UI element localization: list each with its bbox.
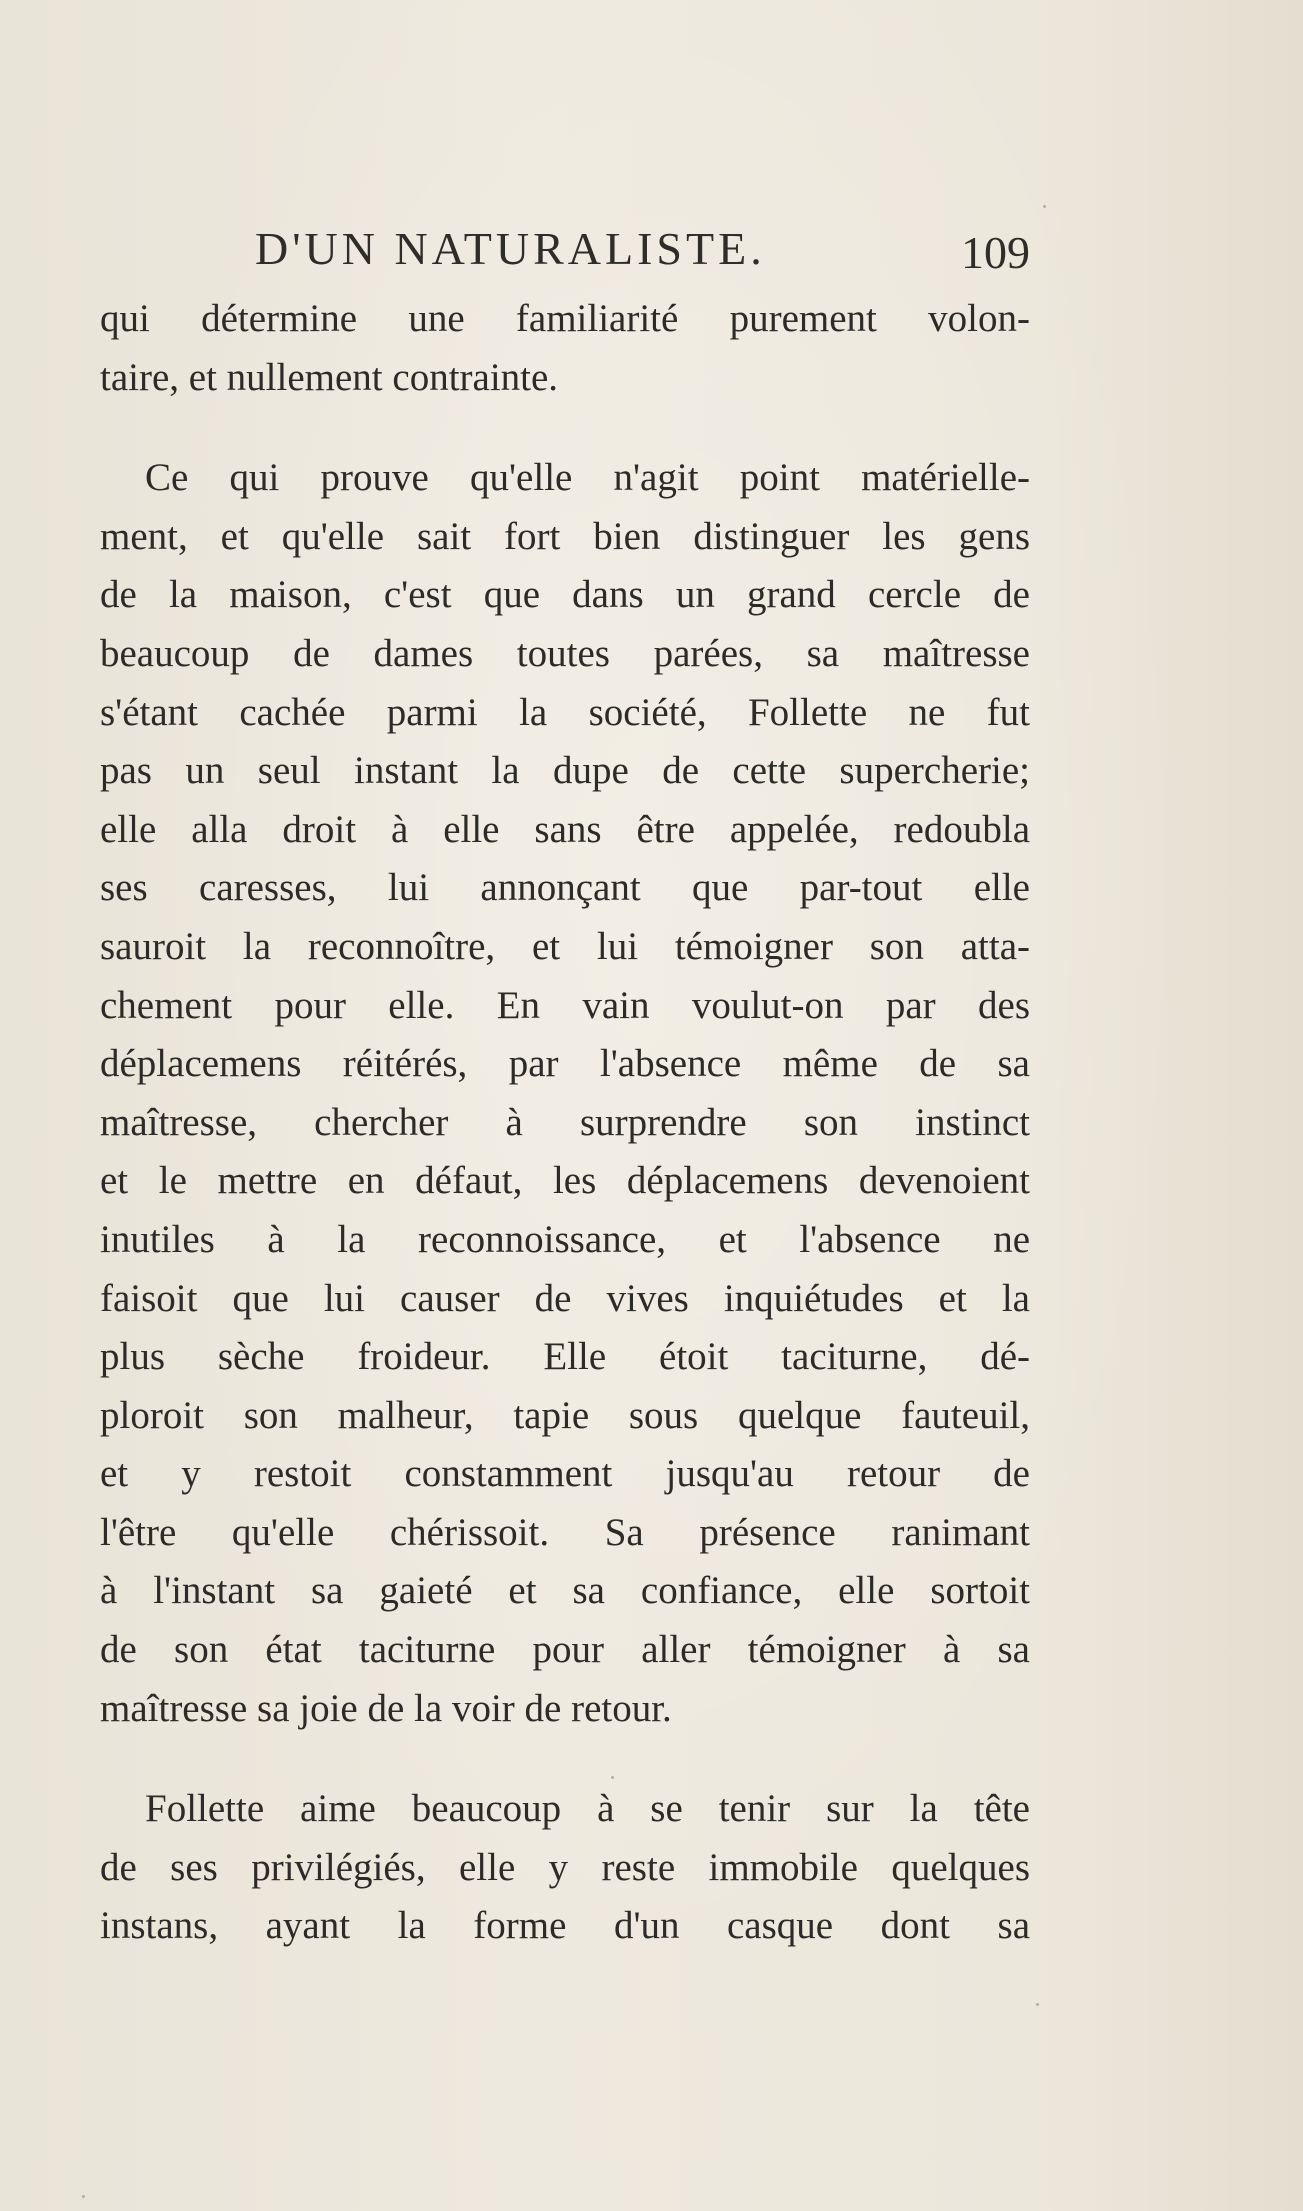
- text-line: faisoit que lui causer de vives inquiétudes et la: [100, 1276, 1030, 1320]
- text-line: plus sèche froideur. Elle étoit taciturne, dé-: [100, 1335, 1030, 1379]
- paper-speck: [1036, 2003, 1039, 2006]
- text-line: ploroit son malheur, tapie sous quelque fauteuil,: [100, 1393, 1030, 1437]
- text-line: maîtresse sa joie de la voir de retour.: [100, 1686, 672, 1730]
- text-line: inutiles à la reconnoissance, et l'absence ne: [100, 1217, 1030, 1261]
- text-line: s'étant cachée parmi la société, Follette ne fut: [100, 690, 1030, 734]
- text-line: de ses privilégiés, elle y reste immobile quelques: [100, 1845, 1030, 1889]
- page-header: [255, 222, 1030, 284]
- text-line: ses caresses, lui annonçant que par-tout elle: [100, 866, 1030, 910]
- text-line: beaucoup de dames toutes parées, sa maîtresse: [100, 631, 1030, 675]
- text-line: Ce qui prouve qu'elle n'agit point matérielle-: [145, 456, 1030, 500]
- text-line: Follette aime beaucoup à se tenir sur la tête: [145, 1787, 1030, 1831]
- text-line: et le mettre en défaut, les déplacemens devenoient: [100, 1159, 1030, 1203]
- paragraph-gap: [100, 1738, 1030, 1780]
- text-line: et y restoit constamment jusqu'au retour de: [100, 1452, 1030, 1496]
- paragraph-3: [100, 1780, 1030, 1956]
- paragraph-1: [100, 290, 1030, 407]
- running-title: D'UN NATURALISTE.: [255, 223, 766, 274]
- text-line: taire, et nullement contrainte.: [100, 355, 559, 399]
- paragraph-gap: [100, 407, 1030, 449]
- text-line: sauroit la reconnoître, et lui témoigner son atta-: [100, 924, 1030, 968]
- text-line: de son état taciturne pour aller témoigner à sa: [100, 1628, 1030, 1672]
- paper-speck: [82, 2195, 85, 2198]
- text-line: l'être qu'elle chérissoit. Sa présence ranimant: [100, 1510, 1030, 1554]
- body-text: [100, 290, 1030, 1956]
- text-line: pas un seul instant la dupe de cette supercherie;: [100, 749, 1030, 793]
- text-line: ment, et qu'elle sait fort bien distinguer les gens: [100, 514, 1030, 558]
- paper-speck: [1043, 205, 1046, 208]
- text-line: qui détermine une familiarité purement volon-: [100, 297, 1030, 340]
- text-line: à l'instant sa gaieté et sa confiance, elle sortoit: [100, 1569, 1030, 1613]
- paragraph-2: [100, 449, 1030, 1738]
- text-line: elle alla droit à elle sans être appelée, redoubla: [100, 807, 1030, 851]
- text-line: de la maison, c'est que dans un grand cercle de: [100, 573, 1030, 617]
- text-line: chement pour elle. En vain voulut-on par des: [100, 983, 1030, 1027]
- page-number: 109: [961, 227, 1030, 278]
- text-line: maîtresse, chercher à surprendre son instinct: [100, 1100, 1030, 1144]
- paper-speck: [611, 1776, 614, 1779]
- text-line: instans, ayant la forme d'un casque dont sa: [100, 1904, 1030, 1948]
- text-line: déplacemens réitérés, par l'absence même de sa: [100, 1042, 1030, 1086]
